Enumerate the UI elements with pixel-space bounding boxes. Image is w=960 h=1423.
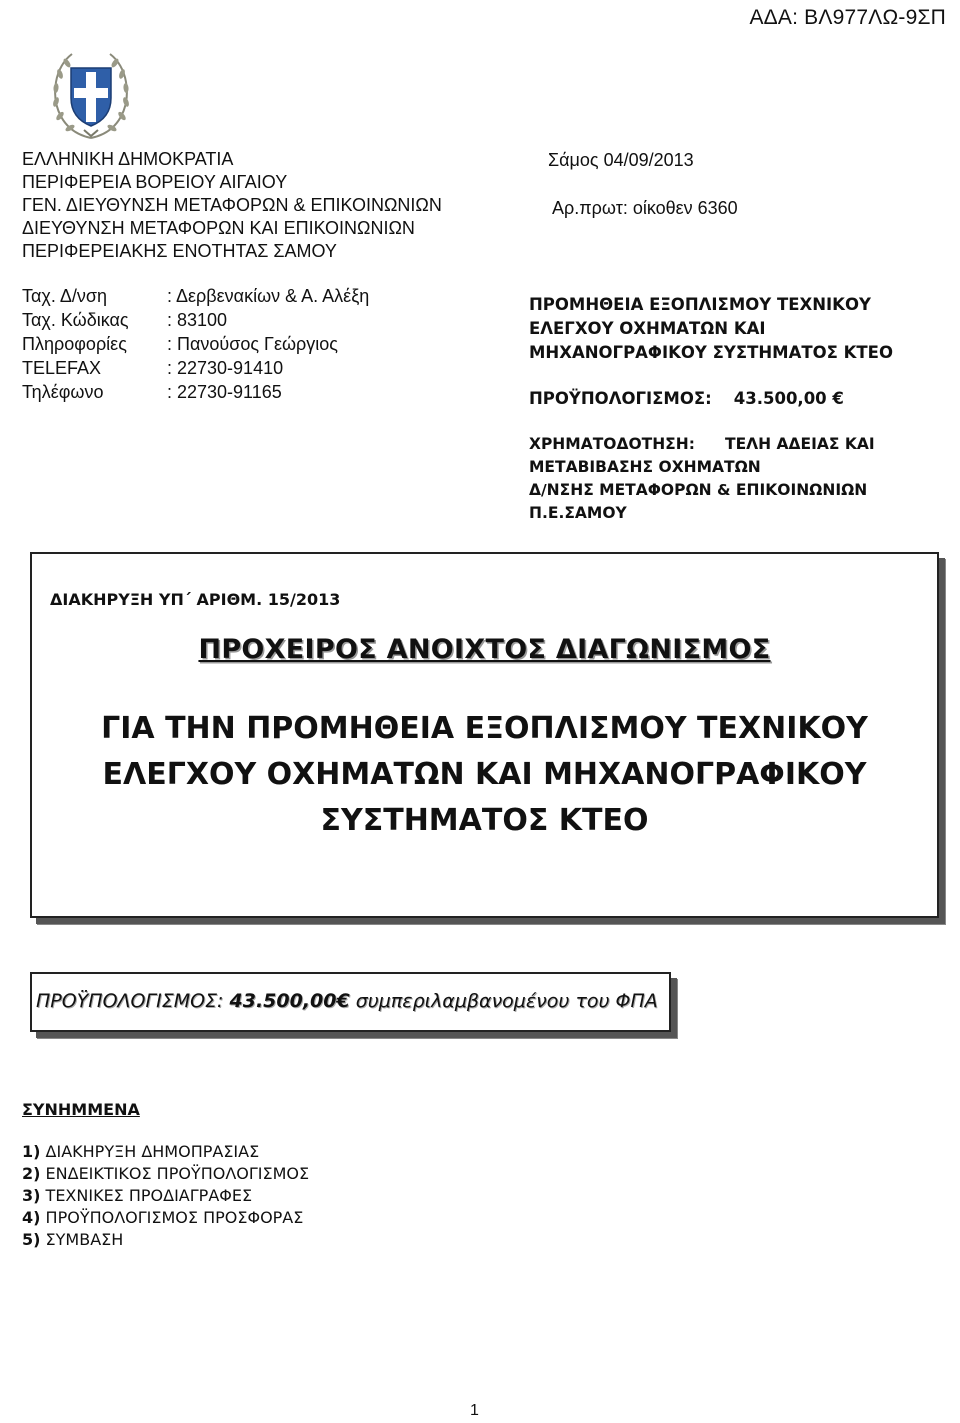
issuing-authority [22, 148, 442, 263]
attachment-number: 2) [22, 1164, 41, 1183]
attachment-number: 3) [22, 1186, 41, 1205]
contact-label: Πληροφορίες [22, 334, 127, 354]
attachments-list [22, 1141, 309, 1251]
contact-value: : 22730-91165 [167, 382, 282, 402]
contact-value: : 83100 [167, 310, 228, 330]
contact-value: : 22730-91410 [167, 358, 284, 378]
funding-line: Δ/ΝΣΗΣ ΜΕΤΑΦΟΡΩΝ & ΕΠΙΚΟΙΝΩΝΙΩΝ [529, 481, 868, 499]
contact-label: Τηλέφωνο [22, 382, 104, 402]
contact-label: Ταχ. Δ/νση [22, 286, 108, 306]
ada-code: ΑΔΑ: ΒΛ977ΛΩ-9ΣΠ [749, 6, 946, 29]
subject-line: ΕΛΕΓΧΟΥ ΟΧΗΜΑΤΩΝ ΚΑΙ [529, 319, 766, 338]
attachment-number: 1) [22, 1142, 41, 1161]
budget-box-label: ΠΡΟΫΠΟΛΟΓΙΣΜΟΣ: [36, 990, 230, 1012]
authority-line: ΓΕΝ. ΔΙΕΥΘΥΝΣΗ ΜΕΤΑΦΟΡΩΝ & ΕΠΙΚΟΙΝΩΝΙΩΝ [22, 195, 442, 215]
funding-line: ΜΕΤΑΒΙΒΑΣΗΣ ΟΧΗΜΑΤΩΝ [529, 458, 761, 476]
funding-row [529, 433, 949, 456]
budget-box-text [36, 990, 658, 1012]
subject-line: ΠΡΟΜΗΘΕΙΑ ΕΞΟΠΛΙΣΜΟΥ ΤΕΧΝΙΚΟΥ [529, 295, 871, 314]
attachment-text: ΣΥΜΒΑΣΗ [40, 1230, 124, 1249]
subject-block [529, 293, 939, 365]
attachment-text: ΕΝΔΕΙΚΤΙΚΟΣ ΠΡΟΫΠΟΛΟΓΙΣΜΟΣ [40, 1164, 310, 1183]
protocol-number: Αρ.πρωτ: οίκοθεν 6360 [552, 198, 738, 218]
funding-label: ΧΡΗΜΑΤΟΔΟΤΗΣΗ: [529, 435, 695, 453]
declaration-title-line: ΕΛΕΓΧΟΥ ΟΧΗΜΑΤΩΝ ΚΑΙ ΜΗΧΑΝΟΓΡΑΦΙΚΟΥ [102, 757, 867, 792]
page-number: 1 [470, 1402, 479, 1419]
declaration-title-line: ΓΙΑ ΤΗΝ ΠΡΟΜΗΘΕΙΑ ΕΞΟΠΛΙΣΜΟΥ ΤΕΧΝΙΚΟΥ [101, 711, 868, 746]
attachment-item [22, 1141, 309, 1163]
attachments-title: ΣΥΝΗΜΜΕΝΑ [22, 1100, 140, 1119]
attachment-item [22, 1207, 309, 1229]
budget-box-amount: 43.500,00€ [229, 990, 350, 1012]
authority-line: ΕΛΛΗΝΙΚΗ ΔΗΜΟΚΡΑΤΙΑ [22, 149, 234, 169]
declaration-title-line: ΣΥΣΤΗΜΑΤΟΣ ΚΤΕΟ [320, 803, 649, 838]
attachment-number: 4) [22, 1208, 41, 1227]
funding-block [529, 433, 949, 525]
declaration-box [30, 552, 939, 918]
declaration-number: ΔΙΑΚΗΡΥΞΗ ΥΠ΄ ΑΡΙΘΜ. 15/2013 [50, 590, 341, 609]
budget-label: ΠΡΟΫΠΟΛΟΓΙΣΜΟΣ: [529, 389, 712, 408]
attachment-text: ΤΕΧΝΙΚΕΣ ΠΡΟΔΙΑΓΡΑΦΕΣ [40, 1186, 253, 1205]
budget-box [30, 972, 671, 1032]
declaration-title [32, 706, 937, 844]
document-date: Σάμος 04/09/2013 [548, 150, 694, 170]
attachment-item [22, 1185, 309, 1207]
attachment-text: ΠΡΟΫΠΟΛΟΓΙΣΜΟΣ ΠΡΟΣΦΟΡΑΣ [40, 1208, 304, 1227]
contact-label: Ταχ. Κώδικας [22, 310, 129, 330]
greek-coat-of-arms-icon [48, 46, 134, 142]
attachment-item [22, 1163, 309, 1185]
authority-line: ΔΙΕΥΘΥΝΣΗ ΜΕΤΑΦΟΡΩΝ ΚΑΙ ΕΠΙΚΟΙΝΩΝΙΩΝ [22, 218, 415, 238]
contact-value: : Δερβενακίων & Α. Αλέξη [167, 286, 370, 306]
subject-line: ΜΗΧΑΝΟΓΡΑΦΙΚΟΥ ΣΥΣΤΗΜΑΤΟΣ ΚΤΕΟ [529, 343, 893, 362]
funding-line: Π.Ε.ΣΑΜΟΥ [529, 504, 627, 522]
authority-line: ΠΕΡΙΦΕΡΕΙΑ ΒΟΡΕΙΟΥ ΑΙΓΑΙΟΥ [22, 172, 288, 192]
budget-line [529, 389, 844, 408]
attachment-item [22, 1229, 309, 1251]
budget-box-suffix: συμπεριλαμβανομένου του ΦΠΑ [349, 990, 658, 1012]
contact-label: TELEFAX [22, 358, 102, 378]
contact-value: : Πανούσος Γεώργιος [167, 334, 338, 354]
attachment-text: ΔΙΑΚΗΡΥΞΗ ΔΗΜΟΠΡΑΣΙΑΣ [40, 1142, 260, 1161]
authority-line: ΠΕΡΙΦΕΡΕΙΑΚΗΣ ΕΝΟΤΗΤΑΣ ΣΑΜΟΥ [22, 241, 337, 261]
budget-amount: 43.500,00 € [733, 389, 844, 408]
funding-line: ΤΕΛΗ ΑΔΕΙΑΣ ΚΑΙ [725, 435, 875, 453]
attachment-number: 5) [22, 1230, 41, 1249]
declaration-heading: ΠΡΟΧΕΙΡΟΣ ΑΝΟΙΧΤΟΣ ΔΙΑΓΩΝΙΣΜΟΣ [198, 634, 771, 665]
